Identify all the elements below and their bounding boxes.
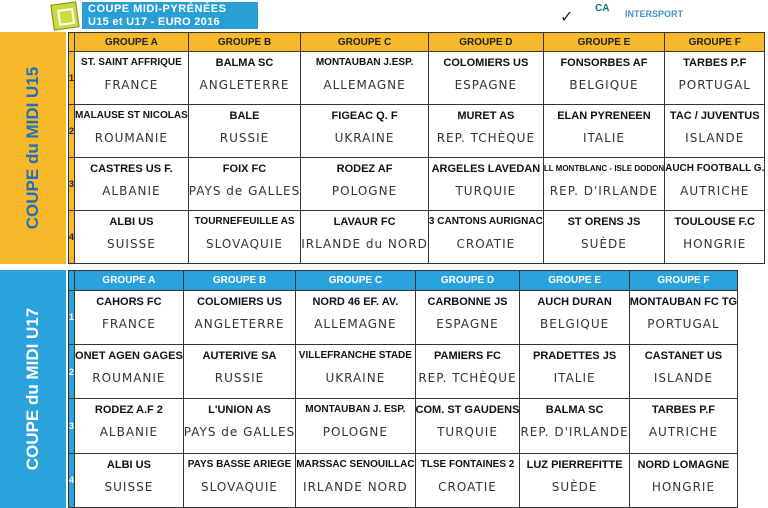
u15-side-band: [0, 32, 66, 264]
country-name: TURQUIE: [437, 425, 498, 440]
club-name: MALAUSE ST NICOLAS: [75, 110, 188, 122]
group-cell: [428, 52, 543, 105]
title-band: [82, 2, 258, 29]
group-cell: [296, 453, 415, 507]
group-header: GROUPE E: [520, 271, 629, 291]
group-header: GROUPE C: [296, 271, 415, 291]
group-cell: [75, 211, 189, 264]
group-cell: [629, 453, 737, 507]
league-logo-icon: [50, 1, 79, 30]
country-name: CROATIE: [438, 479, 497, 494]
country-name: AUTRICHE: [680, 184, 750, 199]
group-header: GROUPE F: [629, 271, 737, 291]
group-header-row: [69, 271, 738, 291]
group-cell: [75, 453, 184, 507]
country-name: ISLANDE: [653, 371, 713, 386]
group-cell: [183, 345, 295, 399]
country-name: BELGIQUE: [569, 78, 639, 93]
club-name: ELAN PYRENEEN: [557, 110, 651, 123]
table-row: [69, 399, 738, 453]
club-name: CARBONNE JS: [427, 295, 508, 308]
country-name: RUSSIE: [219, 131, 270, 146]
row-number: 1: [69, 52, 75, 105]
country-name: PORTUGAL: [647, 316, 720, 331]
country-name: ANGLETERRE: [199, 78, 290, 93]
group-cell: [183, 453, 295, 507]
group-cell: [665, 105, 765, 158]
club-name: VILLEFRANCHE STADE: [298, 350, 412, 362]
club-name: RODEZ AF: [336, 163, 393, 176]
country-name: BELGIQUE: [540, 316, 610, 331]
club-name: ALBI US: [106, 458, 151, 471]
group-cell: [665, 211, 765, 264]
country-name: REP. D'IRLANDE: [549, 184, 659, 199]
sponsor-intersport-logo: INTERSPORT: [625, 9, 684, 19]
group-header-row: [69, 33, 765, 52]
country-name: HONGRIE: [683, 237, 747, 252]
club-name: MONTAUBAN J. ESP.: [305, 404, 406, 416]
club-name: PRADETTES JS: [533, 350, 617, 363]
country-name: SUISSE: [104, 479, 154, 494]
group-header: GROUPE D: [428, 33, 543, 52]
table-row: [69, 453, 738, 507]
club-name: TAC / JUVENTUS: [669, 110, 760, 123]
group-cell: [665, 158, 765, 211]
group-header: GROUPE B: [188, 33, 300, 52]
country-name: ALLEMAGNE: [314, 316, 397, 331]
group-cell: [629, 345, 737, 399]
group-cell: [188, 158, 300, 211]
row-number: 3: [69, 158, 75, 211]
country-name: UKRAINE: [325, 371, 386, 386]
country-name: PAYS de GALLES: [188, 184, 301, 199]
group-header: GROUPE C: [301, 33, 429, 52]
group-cell: [75, 290, 184, 344]
group-cell: [520, 345, 629, 399]
club-name: PAYS BASSE ARIEGE: [187, 458, 292, 470]
group-cell: [629, 290, 737, 344]
group-header: GROUPE A: [75, 33, 189, 52]
country-name: FRANCE: [104, 78, 159, 93]
club-name: RODEZ A.F 2: [94, 404, 163, 417]
club-name: BALE: [229, 110, 260, 123]
club-name: MONTAUBAN FC TG: [629, 295, 738, 308]
club-name: L'UNION AS: [208, 404, 271, 417]
club-name: NORD 46 EF. AV.: [312, 295, 399, 308]
country-name: REP. TCHÈQUE: [418, 371, 517, 386]
country-name: ITALIE: [582, 131, 625, 146]
club-name: ONET AGEN GAGES: [75, 350, 183, 363]
group-header: GROUPE E: [543, 33, 664, 52]
u15-table: [68, 32, 765, 264]
u15-label: COUPE du MIDI U15: [23, 66, 42, 230]
club-name: TOURNEFEUILLE AS: [194, 216, 295, 228]
club-name: FOIX FC: [222, 163, 267, 176]
country-name: SLOVAQUIE: [206, 237, 283, 252]
club-name: COLOMIERS US: [197, 295, 282, 308]
club-name: AUTERIVE SA: [202, 350, 277, 363]
club-name: 3 CANTONS AURIGNAC: [428, 216, 543, 228]
club-name: FONSORBES AF: [560, 57, 648, 70]
country-name: SUÈDE: [581, 237, 627, 252]
country-name: ALBANIE: [102, 184, 161, 199]
country-name: ESPAGNE: [436, 316, 499, 331]
country-name: FRANCE: [101, 316, 156, 331]
club-name: CASTRES US F.: [90, 163, 173, 176]
club-name: PAMIERS FC: [433, 350, 502, 363]
country-name: ROUMANIE: [94, 131, 169, 146]
club-name: TARBES P.F: [683, 57, 747, 70]
country-name: SLOVAQUIE: [201, 479, 278, 494]
club-name: LAVAUR FC: [333, 216, 396, 229]
group-cell: [543, 52, 664, 105]
group-header: GROUPE A: [75, 271, 184, 291]
group-cell: [428, 158, 543, 211]
country-name: IRLANDE NORD: [303, 479, 408, 494]
club-name: FIGEAC Q. F: [331, 110, 398, 123]
club-name: LUZ PIERREFITTE: [526, 458, 623, 471]
group-cell: [543, 211, 664, 264]
table-row: [69, 158, 765, 211]
group-cell: [188, 211, 300, 264]
group-cell: [520, 453, 629, 507]
group-cell: [543, 158, 664, 211]
group-cell: [301, 211, 429, 264]
header: [0, 0, 768, 30]
club-name: MURET AS: [457, 110, 515, 123]
country-name: POLOGNE: [331, 184, 398, 199]
group-cell: [629, 399, 737, 453]
group-cell: [75, 105, 189, 158]
country-name: ISLANDE: [685, 131, 745, 146]
group-cell: [75, 345, 184, 399]
country-name: PAYS de GALLES: [183, 425, 296, 440]
group-cell: [428, 105, 543, 158]
sponsor-bank-logo: CA: [595, 3, 610, 14]
country-name: PORTUGAL: [678, 78, 751, 93]
country-name: POLOGNE: [322, 425, 388, 440]
group-cell: [415, 345, 520, 399]
nike-swoosh-icon: ✓: [560, 9, 574, 26]
club-name: CAHORS FC: [96, 295, 162, 308]
u17-label: COUPE du MIDI U17: [23, 307, 42, 471]
group-cell: [415, 453, 520, 507]
u17-table: [68, 270, 738, 508]
group-cell: [296, 399, 415, 453]
group-header: GROUPE B: [183, 271, 295, 291]
row-number: 2: [69, 105, 75, 158]
row-number: 4: [69, 211, 75, 264]
country-name: ROUMANIE: [92, 371, 166, 386]
club-name: CASTANET US: [644, 350, 723, 363]
group-cell: [183, 290, 295, 344]
group-cell: [520, 290, 629, 344]
group-cell: [75, 399, 184, 453]
group-cell: [188, 52, 300, 105]
table-row: [69, 290, 738, 344]
club-name: ARGELES LAVEDAN: [431, 163, 541, 176]
country-name: RUSSIE: [214, 371, 265, 386]
group-header: GROUPE D: [415, 271, 520, 291]
group-cell: [296, 290, 415, 344]
group-cell: [415, 290, 520, 344]
row-number: 2: [69, 345, 75, 399]
group-cell: [520, 399, 629, 453]
group-cell: [415, 399, 520, 453]
club-name: TLSE FONTAINES 2: [420, 458, 515, 470]
club-name: LL MONTBLANC - ISLE DODON: [543, 164, 665, 174]
club-name: ST. SAINT AFFRIQUE: [81, 57, 182, 69]
u17-block: [0, 270, 738, 508]
club-name: COM. ST GAUDENS: [415, 404, 520, 417]
country-name: SUÈDE: [551, 479, 598, 494]
club-name: TARBES P.F: [651, 404, 716, 417]
club-name: AUCH DURAN: [537, 295, 612, 308]
club-name: BALMA SC: [215, 57, 274, 70]
group-cell: [75, 52, 189, 105]
title-line-2: U15 et U17 - EURO 2016: [88, 16, 220, 28]
country-name: HONGRIE: [651, 479, 716, 494]
table-row: [69, 52, 765, 105]
country-name: ALBANIE: [99, 425, 159, 440]
country-name: UKRAINE: [334, 131, 395, 146]
row-number: 1: [69, 290, 75, 344]
club-name: NORD LOMAGNE: [637, 458, 730, 471]
country-name: REP. D'IRLANDE: [520, 425, 629, 440]
u15-block: [0, 32, 765, 264]
club-name: BALMA SC: [545, 404, 604, 417]
club-name: MARSSAC SENOUILLAC: [296, 458, 415, 470]
table-row: [69, 211, 765, 264]
group-cell: [183, 399, 295, 453]
club-name: ALBI US: [109, 216, 154, 229]
row-number: 4: [69, 453, 75, 507]
group-cell: [301, 105, 429, 158]
group-cell: [543, 105, 664, 158]
group-header: GROUPE F: [665, 33, 765, 52]
group-cell: [188, 105, 300, 158]
u17-side-band: [0, 270, 66, 508]
club-name: AUCH FOOTBALL G.: [665, 163, 765, 175]
club-name: MONTAUBAN J.ESP.: [315, 57, 414, 69]
table-row: [69, 345, 738, 399]
group-cell: [301, 158, 429, 211]
country-name: ALLEMAGNE: [323, 78, 406, 93]
country-name: ANGLETERRE: [194, 316, 285, 331]
country-name: SUISSE: [107, 237, 156, 252]
club-name: ST ORENS JS: [567, 216, 641, 229]
country-name: AUTRICHE: [648, 425, 719, 440]
group-cell: [75, 158, 189, 211]
country-name: ESPAGNE: [454, 78, 518, 93]
country-name: CROATIE: [456, 237, 516, 252]
country-name: REP. TCHÈQUE: [436, 131, 536, 146]
country-name: TURQUIE: [455, 184, 517, 199]
country-name: ITALIE: [553, 371, 596, 386]
club-name: TOULOUSE F.C: [674, 216, 755, 229]
group-cell: [428, 211, 543, 264]
row-number: 3: [69, 399, 75, 453]
group-cell: [665, 52, 765, 105]
group-cell: [301, 52, 429, 105]
group-cell: [296, 345, 415, 399]
club-name: COLOMIERS US: [443, 57, 529, 70]
country-name: IRLANDE du NORD: [301, 237, 428, 252]
title-line-1: COUPE MIDI-PYRÉNÉES: [88, 3, 227, 15]
table-row: [69, 105, 765, 158]
